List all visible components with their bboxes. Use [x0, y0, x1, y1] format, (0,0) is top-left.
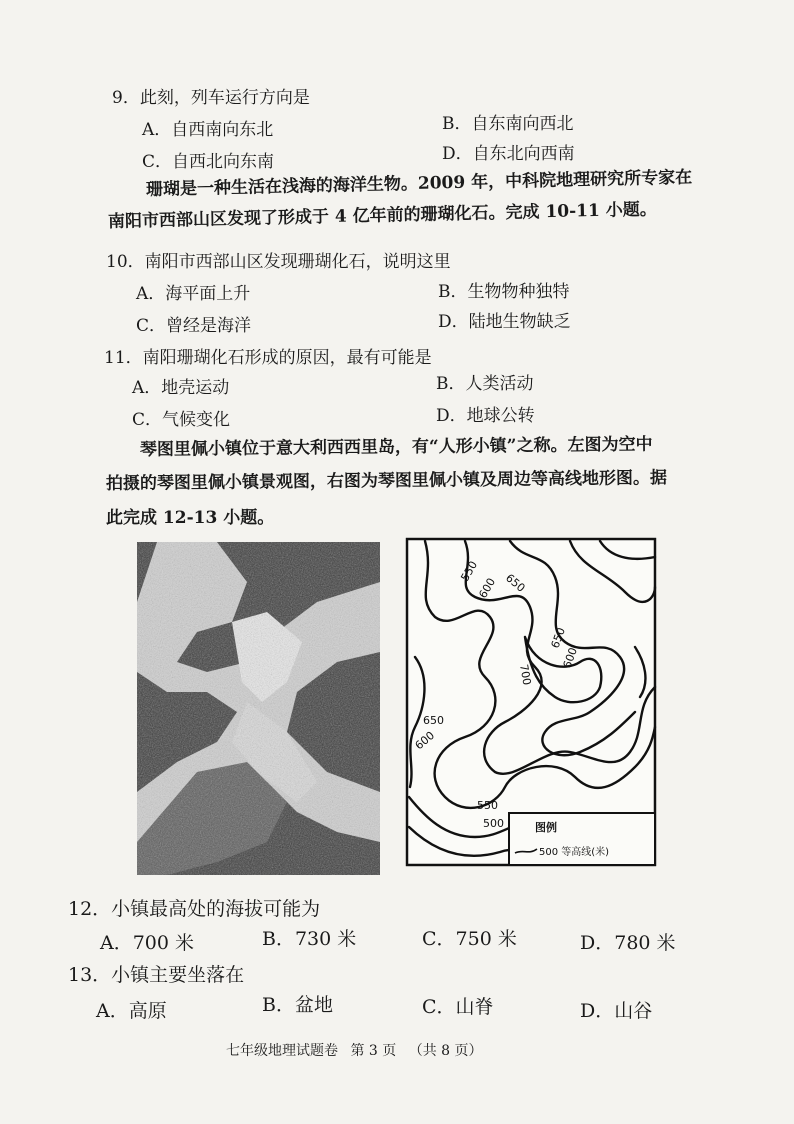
question-10-option-d[interactable]: D．陆地生物缺乏: [438, 312, 571, 332]
question-9-option-b[interactable]: B．自东南向西北: [442, 114, 574, 134]
contour-label-550-top: 550: [458, 558, 481, 584]
contour-label-700: 700: [517, 663, 534, 687]
footer-page-number: 第 3 页: [350, 1043, 397, 1059]
question-10-stem: 10．南阳市西部山区发现珊瑚化石，说明这里: [106, 252, 451, 272]
question-9-option-c[interactable]: C．自西北向东南: [142, 152, 275, 172]
question-11-option-d[interactable]: D．地球公转: [436, 406, 535, 426]
question-13-option-b[interactable]: B．盆地: [262, 994, 333, 1016]
passage-town-line-3: 此完成 12-13 小题。: [106, 508, 275, 528]
aerial-photo: [137, 542, 380, 875]
question-10-option-a[interactable]: A．海平面上升: [136, 284, 251, 304]
footer-title: 七年级地理试题卷: [226, 1043, 338, 1059]
question-11-stem: 11．南阳珊瑚化石形成的原因，最有可能是: [104, 348, 432, 368]
map-legend-text: 500 等高线(米): [539, 847, 610, 858]
question-10-option-b[interactable]: B．生物物种独特: [438, 282, 570, 302]
passage-coral-line-2: 南阳市西部山区发现了形成于 4 亿年前的珊瑚化石。完成 10-11 小题。: [107, 199, 657, 232]
contour-label-550-bottom: 550: [477, 799, 498, 812]
footer-total-pages: （共 8 页）: [408, 1043, 483, 1059]
question-13-stem: 13．小镇主要坐落在: [68, 964, 245, 986]
question-13-option-d[interactable]: D．山谷: [580, 1000, 653, 1022]
contour-label-650-left: 650: [423, 714, 444, 727]
question-12-option-d[interactable]: D．780 米: [580, 932, 676, 954]
question-9-option-a[interactable]: A．自西南向东北: [142, 120, 274, 140]
footer: [226, 1040, 483, 1060]
question-11-option-c[interactable]: C．气候变化: [132, 410, 231, 430]
question-12-option-a[interactable]: A．700 米: [100, 932, 195, 954]
question-13-option-c[interactable]: C．山脊: [422, 996, 494, 1018]
contour-label-650-right: 650: [548, 625, 569, 651]
question-10-option-c[interactable]: C．曾经是海洋: [136, 316, 252, 336]
question-13-option-a[interactable]: A．高原: [96, 1000, 167, 1022]
contour-label-600-right: 600: [560, 645, 581, 671]
contour-label-500-bottom: 500: [483, 817, 504, 830]
question-11-option-a[interactable]: A．地壳运动: [132, 378, 230, 398]
question-9-option-d[interactable]: D．自东北向西南: [442, 144, 575, 164]
aerial-photo-image: [137, 542, 380, 875]
contour-map-drawing: [405, 537, 657, 867]
question-12-stem: 12．小镇最高处的海拔可能为: [68, 898, 321, 920]
contour-label-600-top: 600: [476, 575, 499, 601]
question-11-option-b[interactable]: B．人类活动: [436, 374, 534, 394]
map-legend-title: 图例: [535, 821, 557, 834]
passage-coral-line-1: 珊瑚是一种生活在浅海的海洋生物。2009 年，中科院地理研究所专家在: [145, 167, 693, 200]
passage-town-line-2: 拍摄的琴图里佩小镇景观图，右图为琴图里佩小镇及周边等高线地形图。据: [105, 468, 668, 494]
question-9-stem: 9．此刻，列车运行方向是: [112, 88, 310, 108]
contour-label-600-left: 600: [412, 728, 438, 753]
contour-map: [405, 537, 657, 867]
contour-label-650-top: 650: [503, 571, 528, 595]
question-12-option-b[interactable]: B．730 米: [262, 928, 357, 950]
question-12-option-c[interactable]: C．750 米: [422, 928, 517, 950]
passage-town-line-1: 琴图里佩小镇位于意大利西西里岛，有“人形小镇”之称。左图为空中: [139, 434, 653, 460]
